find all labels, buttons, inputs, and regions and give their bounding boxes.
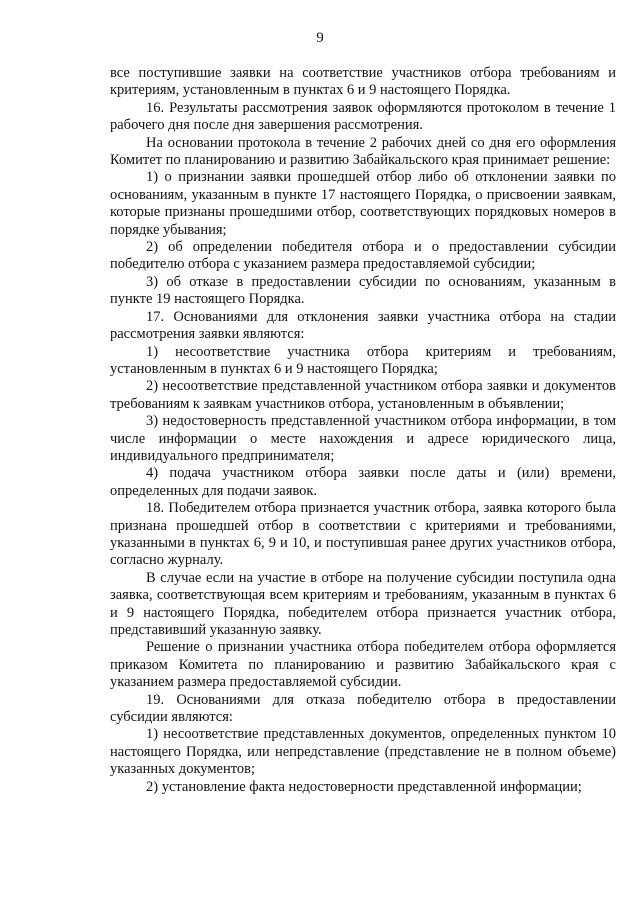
paragraph: 4) подача участником отбора заявки после даты и (или) времени, определенных для подачи заявок. xyxy=(110,465,616,499)
paragraph: 17. Основаниями для отклонения заявки участника отбора на стадии рассмотрения заявки являются: xyxy=(110,308,616,343)
paragraph: 3) об отказе в предоставлении субсидии по основаниям, указанным в пункте 19 настоящего Порядка. xyxy=(110,273,616,308)
paragraph: 18. Победителем отбора признается участник отбора, заявка которого была признана прошедшей отбор в соответствии с критериями и требованиями, указанными в пунктах 6, 9 и 10, и поступившая ранее других участников отбора, согласно журналу. xyxy=(110,500,616,569)
paragraph: 19. Основаниями для отказа победителю отбора в предоставлении субсидии являются: xyxy=(110,691,616,726)
paragraph: 2) несоответствие представленной участником отбора заявки и документов требованиям к заявкам участников отбора, установленным в объявлении; xyxy=(110,378,616,412)
paragraph: 2) об определении победителя отбора и о предоставлении субсидии победителю отбора с указанием размера предоставляемой субсидии; xyxy=(110,239,616,273)
paragraph: 3) недостоверность представленной участником отбора информации, в том числе информации о месте нахождения и адресе юридического лица, индивидуального предпринимателя; xyxy=(110,413,616,464)
paragraph: Решение о признании участника отбора победителем отбора оформляется приказом Комитета по планированию и развитию Забайкальского края с указанием размера предоставляемой субсидии. xyxy=(110,639,616,691)
paragraph: В случае если на участие в отборе на получение субсидии поступила одна заявка, соответствующая всем критериям и требованиям, указанным в пунктах 6 и 9 настоящего Порядка, победителем отбора признается участник отбора, представивший указанную заявку. xyxy=(110,569,616,638)
paragraph: все поступившие заявки на соответствие участников отбора требованиям и критериям, установленным в пунктах 6 и 9 настоящего Порядка. xyxy=(110,65,616,99)
paragraph: 1) несоответствие участника отбора критериям и требованиям, установленным в пунктах 6 и 9 настоящего Порядка; xyxy=(110,343,616,377)
paragraph: 1) о признании заявки прошедшей отбор либо об отклонении заявки по основаниям, указанным в пункте 17 настоящего Порядка, о присвоении заявкам, которые признаны прошедшими отбор, соответствующих порядковых номеров в порядке убывания; xyxy=(110,169,616,238)
paragraph: На основании протокола в течение 2 рабочих дней со дня его оформления Комитет по планированию и развитию Забайкальского края принимает решение: xyxy=(110,134,616,169)
page-number: 9 xyxy=(316,30,324,46)
document-body xyxy=(110,65,616,796)
paragraph: 2) установление факта недостоверности представленной информации; xyxy=(146,778,582,795)
paragraph: 1) несоответствие представленных документов, определенных пунктом 10 настоящего Порядка, или непредставление (представление не в полном объеме) указанных документов; xyxy=(110,726,616,778)
paragraph: 16. Результаты рассмотрения заявок оформляются протоколом в течение 1 рабочего дня после дня завершения рассмотрения. xyxy=(110,99,616,134)
